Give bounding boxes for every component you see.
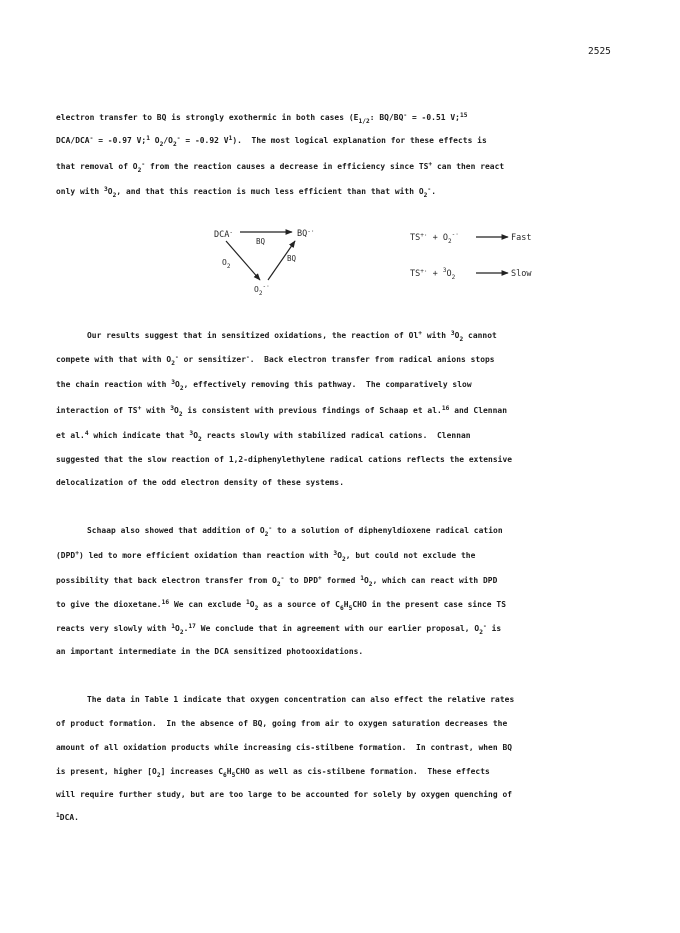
text-line: The data in Table 1 indicate that oxygen concentration can also effect the relative rates <box>87 695 515 704</box>
text-line: amount of all oxidation products while increasing cis-stilbene formation. In contrast, when BQ <box>56 743 513 752</box>
text-line: of product formation. In the absence of BQ, going from air to oxygen saturation decreases the <box>56 719 508 728</box>
text-line: suggested that the slow reaction of 1,2-diphenylethylene radical cations reflects the extensive <box>56 455 513 464</box>
text-line: the chain reaction with $^3O_2$, effectively removing this pathway. The comparatively slow <box>56 379 472 392</box>
slow-reaction-reactants: $TS^{+\cdot} + ^3O_2$ <box>410 267 456 281</box>
bq-right-arrow-label: BQ <box>287 254 297 263</box>
text-line: et al.$^4$ which indicate that $^3O_2$ reacts slowly with stabilized radical cations. Clennan <box>56 430 471 443</box>
text-line: reacts very slowly with $^1O_2.^{17}$ We conclude that in agreement with our earlier proposal, $O_2^-$ is <box>56 623 502 636</box>
text-line: interaction of TS+ with $^3O_2$ is consistent with previous findings of Schaap et al.$^{16}$ and Clennan <box>56 405 507 418</box>
superoxide-label: $O_2^{-\cdot}$ <box>254 283 270 297</box>
text-line: to give the dioxetane.$^{16}$ We can exclude $^1O_2$ as a source of $C_6H_5CHO$ in the present case since TS <box>56 599 506 612</box>
arrow-dca-to-superoxide <box>226 241 260 280</box>
o2-arrow-label: $O_2$ <box>222 258 231 270</box>
text-line: Our results suggest that in sensitized oxidations, the reaction of Ol+ with $^3O_2$ cannot <box>87 330 497 343</box>
bq-radical-anion-label: BQ-· <box>297 228 315 239</box>
text-line: that removal of $O_2^-$ from the reaction causes a decrease in efficiency since TS+ can then react <box>56 161 505 174</box>
text-line: $^1$DCA. <box>56 812 79 822</box>
text-line: delocalization of the odd electron density of these systems. <box>56 478 345 487</box>
bq-arrow-label: BQ <box>256 237 266 246</box>
text-line: (DPD+) led to more efficient oxidation than reaction with $^3O_2$, but could not exclude the <box>56 550 476 563</box>
text-line: compete with that with $O_2^-$ or sensitizer-. Back electron transfer from radical anions stops <box>56 354 495 367</box>
text-line: Schaap also showed that addition of $O_2^-$ to a solution of diphenyldioxene radical cation <box>87 525 503 538</box>
page-number: 2525 <box>588 46 611 57</box>
dca-anion-label: DCA- <box>214 229 233 240</box>
reaction-scheme <box>0 220 680 310</box>
text-line: possibility that back electron transfer from $O_2^-$ to DPD+ formed $^1O_2$, which can react with DPD <box>56 575 498 588</box>
electron-transfer-triangle <box>214 228 314 297</box>
slow-product-label: Slow <box>511 269 532 279</box>
text-line: DCA/DCA- = -0.97 V;$^1$ $O_2/O_2^- = -0.92$ $V^1$). The most logical explanation for these effects is <box>56 135 487 148</box>
fast-reaction-reactants: $TS^{+\cdot} + O_2^{-\cdot}$ <box>410 231 459 245</box>
text-line: will require further study, but are too large to be accounted for solely by oxygen quenching of <box>56 790 513 799</box>
text-line: only with $^3O_2$, and that this reaction is much less efficient than that with $O_2^-$. <box>56 186 437 199</box>
text-line: is present, higher $[O_2]$ increases $C_6H_5CHO$ as well as cis-stilbene formation. These effects <box>56 767 490 779</box>
reaction-rates <box>410 231 532 281</box>
fast-product-label: Fast <box>511 233 532 243</box>
text-line: an important intermediate in the DCA sensitized photooxidations. <box>56 647 364 656</box>
text-line: electron transfer to BQ is strongly exothermic in both cases ($E_{1/2}$: BQ/BQ- = -0.51 V;$^{15}$ <box>56 112 468 125</box>
